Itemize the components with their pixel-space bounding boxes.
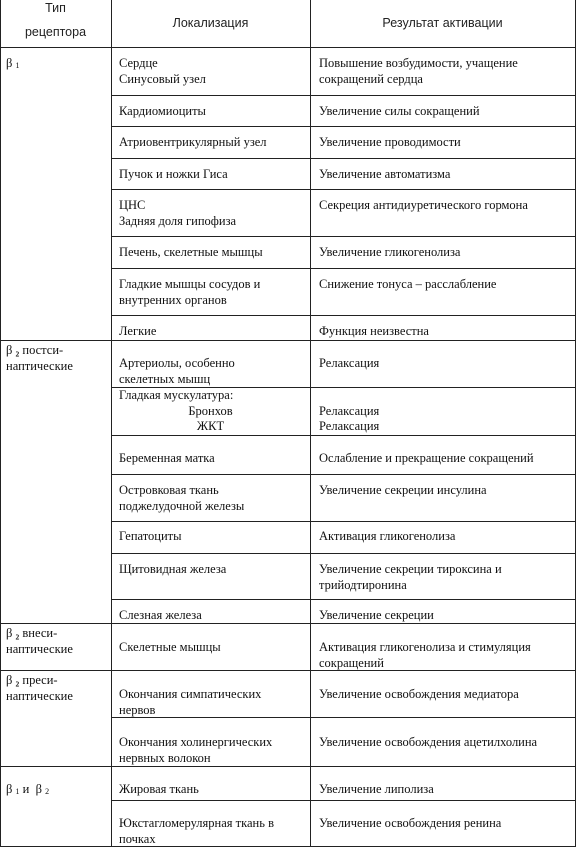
row-divider [111, 387, 576, 388]
result-cell: Секреция антидиуретического гормона [319, 198, 528, 212]
location-cell: нервных волокон [119, 750, 211, 765]
location-cell: Окончания симпатических [119, 687, 262, 701]
result-cell: Увеличение секреции инсулина [319, 483, 487, 497]
result-cell: Функция неизвестна [319, 324, 429, 338]
location-cell: Гладкая мускулатура: [119, 388, 234, 402]
result-cell: Релаксация [319, 356, 380, 370]
location-cell: почках [119, 831, 156, 846]
result-cell: Релаксация [319, 419, 380, 433]
header-localization: Локализация [172, 16, 249, 30]
result-cell: Увеличение проводимости [319, 135, 461, 149]
location-cell: Сердце [119, 56, 158, 70]
group-divider-3 [0, 670, 111, 671]
result-cell: сокращений сердца [319, 71, 423, 86]
group-divider-2 [0, 623, 111, 624]
result-cell: Увеличение липолиза [319, 782, 434, 796]
result-cell: Релаксация [319, 403, 380, 418]
location-cell: Гепатоциты [119, 529, 182, 543]
row-divider [111, 435, 576, 436]
location-cell: Задняя доля гипофиза [119, 213, 237, 228]
location-cell: Кардиомиоциты [119, 104, 206, 118]
header-type-line1: Тип [45, 1, 66, 15]
row-divider [111, 521, 576, 522]
result-cell: Увеличение силы сокращений [319, 104, 480, 118]
result-cell: Ослабление и прекращение сокращений [319, 451, 534, 465]
location-cell: Атриовентрикулярный узел [119, 135, 267, 149]
location-cell: Легкие [119, 324, 157, 338]
location-cell: Скелетные мышцы [119, 640, 221, 654]
group-label-b2-post: β ₂ постси- наптические [6, 343, 73, 373]
location-cell: Артериолы, особенно [119, 356, 235, 370]
group-label-b1-b2: β $_1$ и β $_2$ [6, 782, 50, 796]
row-divider [111, 623, 576, 624]
location-cell: внутренних органов [119, 292, 227, 307]
row-divider [111, 717, 576, 718]
location-cell: Щитовидная железа [119, 562, 227, 576]
location-cell: Юкстагломерулярная ткань в [119, 816, 274, 830]
result-cell: Снижение тонуса – расслабление [319, 277, 497, 291]
row-divider [111, 340, 576, 341]
location-cell: Слезная железа [119, 608, 202, 622]
result-cell: сокращений [319, 655, 384, 670]
row-divider [111, 158, 576, 159]
row-divider [111, 599, 576, 600]
table-border-left [0, 0, 1, 847]
result-cell: Повышение возбудимости, учащение [319, 56, 518, 70]
location-cell: Жировая ткань [119, 782, 199, 796]
row-divider [111, 126, 576, 127]
row-divider [111, 236, 576, 237]
location-cell: Бронхов [188, 403, 233, 418]
group-label-b1: β $_1$ [6, 56, 20, 70]
result-cell: трийодтиронина [319, 577, 407, 592]
row-divider [111, 189, 576, 190]
row-divider [111, 315, 576, 316]
location-cell: Окончания холинергических [119, 735, 273, 749]
row-divider [111, 766, 576, 767]
header-type-line2: рецептора [24, 25, 87, 39]
result-cell: Увеличение автоматизма [319, 167, 451, 181]
location-cell: Печень, скелетные мышцы [119, 245, 263, 259]
group-divider-4 [0, 766, 111, 767]
location-cell: ЦНС [119, 198, 146, 212]
header-result: Результат активации [382, 16, 503, 30]
group-divider-1 [0, 340, 111, 341]
header-divider [0, 47, 576, 48]
table-border-col2 [310, 0, 311, 847]
row-divider [111, 800, 576, 801]
location-cell: поджелудочной железы [119, 498, 245, 513]
result-cell: Увеличение освобождения ренина [319, 816, 502, 830]
location-cell: Пучок и ножки Гиса [119, 167, 228, 181]
result-cell: Увеличение секреции [319, 608, 434, 622]
result-cell: Активация гликогенолиза и стимуляция [319, 640, 531, 654]
row-divider [111, 474, 576, 475]
group-label-b2-pre: β ₂ преси- наптические [6, 673, 73, 703]
result-cell: Увеличение освобождения медиатора [319, 687, 519, 701]
location-cell: Островковая ткань [119, 483, 219, 497]
location-cell: Гладкие мышцы сосудов и [119, 277, 261, 291]
row-divider [111, 95, 576, 96]
location-cell: Беременная матка [119, 451, 215, 465]
row-divider [111, 553, 576, 554]
result-cell: Увеличение секреции тироксина и [319, 562, 502, 576]
group-label-b2-extra: β ₂ внеси- наптические [6, 626, 73, 656]
location-cell: Синусовый узел [119, 71, 206, 86]
row-divider [111, 670, 576, 671]
location-cell: нервов [119, 702, 156, 717]
result-cell: Увеличение освобождения ацетилхолина [319, 735, 538, 749]
row-divider [111, 268, 576, 269]
result-cell: Увеличение гликогенолиза [319, 245, 461, 259]
location-cell: ЖКТ [196, 419, 225, 433]
location-cell: скелетных мышц [119, 371, 211, 386]
result-cell: Активация гликогенолиза [319, 529, 456, 543]
